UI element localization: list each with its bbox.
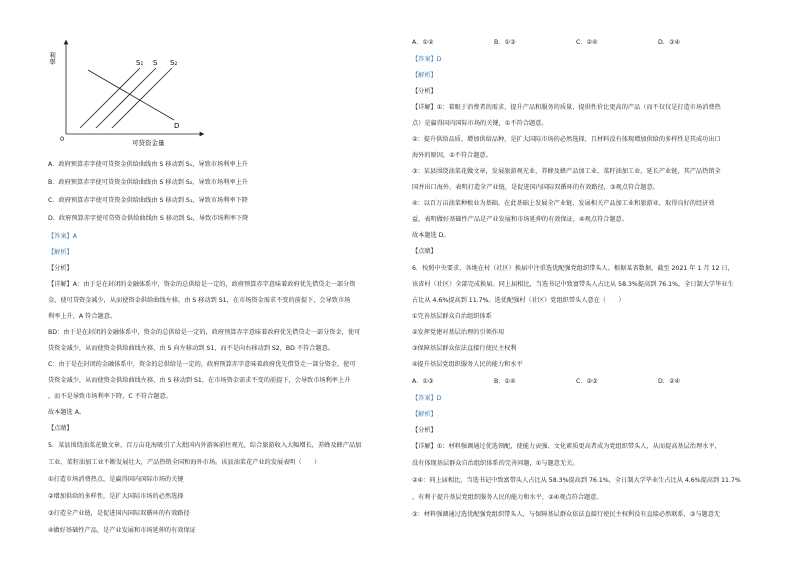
detail6-line: ②④：同上届相比，当选书记中致富带头人占比从 58.3%提高到 76.1%，全日制大学毕业生占比从 4.6%提高到 11.7% xyxy=(412,477,741,484)
q5-option-c: C．②④ xyxy=(576,39,598,46)
q5-statement: ③打造全产业链，是促进国内国际双循环的有效路径 xyxy=(48,510,190,517)
detail-line: 【详解】A：由于是在封闭的金融体系中，资金的总供给是一定的，政府预算赤字意味着政府优先借贷走一部分资 xyxy=(48,281,356,288)
q6-option-c: C．②③ xyxy=(576,378,598,385)
q5-option-a: A．①② xyxy=(412,39,434,46)
q6-line: 该省村（社区）全部完成换届。同上届相比，当选书记中致富带头人占比从 58.3%提高到 76.1%，全日制大学毕业生 xyxy=(412,281,734,288)
option-d: D．政府预算赤字使可贷资金供给曲线由 S 移动到 S₂，导致市场利率下降 xyxy=(48,215,249,222)
option-b: B．政府预算赤字使可贷资金供给曲线由 S 移动到 S₂，导致市场利率上升 xyxy=(48,179,248,186)
q5-option-b: B．①③ xyxy=(494,39,516,46)
supply-demand-chart xyxy=(48,38,212,148)
q6-option-d: D．②④ xyxy=(658,378,681,385)
q6-statement: ②发挥党建对基层治理的引领作用 xyxy=(412,329,505,336)
detail5-line: ②：提升供给品质、增加供给品种，是扩大国际市场的必然选择，且材料没有体现增加供给的多样性是其成功出口 xyxy=(412,136,721,143)
jiexi6-label: 【解析】 xyxy=(412,411,437,418)
fenxi5-label: 【分析】 xyxy=(412,88,437,95)
detail5-line: 故本题选 D。 xyxy=(412,232,450,239)
series-s1 xyxy=(80,68,140,128)
answer5-label: 【答案】D xyxy=(412,56,442,63)
q6-statement: ④提升基层党组织服务人民的能力和水平 xyxy=(412,361,523,368)
q5-statement: ④做好基础性产品，是产业发展和市场延伸的有效保证 xyxy=(48,527,196,534)
answer6-label: 【答案】D xyxy=(412,395,442,402)
dianjing-label: 【点睛】 xyxy=(48,425,73,432)
q5-line: 工业、菜籽油加工业不断发展壮大，产品热销全国和海外市场。该县油菜花产业的发展表明（ ） xyxy=(48,459,321,466)
detail5-line: ③：某县围绕油菜花做文章，发展旅游观光业，养蜂及蜂产品加工业、菜籽油加工业，延长产业链，其产品热销全 xyxy=(412,168,721,175)
detail5-line: 国并出口海外，表明打造全产业链，是促进国内国际双循环的有效路径，③观点符合题意。 xyxy=(412,184,659,191)
detail5-line: 益，表明做好基础性产品是产业发展和市场延伸的有效保证，④观点符合题意。 xyxy=(412,216,628,223)
q5-line: 5．某县围绕油菜花做文章，百万亩花海吸引了大批国内外游客前往观光，综合旅游收入大幅增长，养蜂及蜂产品加 xyxy=(48,442,362,449)
q6-line: 6．按照中央要求，各地在村（社区）换届中注重选优配强党组织带头人。根据某省数据，截至 2021 年 1 月 12 日， xyxy=(412,265,734,272)
label-s: S xyxy=(153,59,158,67)
detail-line: 金，使可贷资金减少，从而使资金供给曲线左移，由 S 移动到 S1，在市场资金需求不变的前提下，会导致市场 xyxy=(48,297,351,304)
detail5-line: 【详解】①：着眼于消费者的需求，提升产品和服务的质量，提供性价比更高的产品（而不仅仅是打造市场消费热 xyxy=(412,104,721,111)
label-d: D xyxy=(174,122,180,130)
fenxi-label: 【分析】 xyxy=(48,265,73,272)
detail-line: BD：由于是在封闭的金融体系中，资金的总供给是一定的，政府预算赤字意味着政府优先借贷走一部分资金，使可 xyxy=(48,329,361,336)
q6-line: 占比从 4.6%提高到 11.7%。选优配强村（社区）党组织带头人意在（ ） xyxy=(412,297,625,304)
option-a: A．政府预算赤字使可贷资金供给曲线由 S 移动到 S₁，导致市场利率上升 xyxy=(48,161,248,168)
detail5-line: 点）是赢得国内国际市场的关键，①不符合题意。 xyxy=(412,120,548,127)
detail5-line: 海外的原因，②不符合题意。 xyxy=(412,152,492,159)
option-c: C．政府预算赤字使可贷资金供给曲线由 S 移动到 S₁，导致市场利率下降 xyxy=(48,197,248,204)
y-axis-label: 利率 xyxy=(48,52,56,65)
fenxi6-label: 【分析】 xyxy=(412,427,437,434)
detail-line: 贷资金减少，从而使资金供给曲线左移，由 S 向左移动到 S1，而不是向右移动到 S2，BD 不符合题意。 xyxy=(48,345,334,352)
q5-option-d: D．③④ xyxy=(658,39,681,46)
q6-option-a: A．①③ xyxy=(412,378,434,385)
detail5-line: ④：以百万亩油菜种植业为基础，在此基础上发展全产业链，发展相关产品加工业和旅游业，取得良好的经济效 xyxy=(412,200,715,207)
detail6-line: ，有利于提升基层党组织服务人民的能力和水平，②④观点符合题意。 xyxy=(412,494,603,501)
q5-statement: ①打造市场消费热点，是赢得国内国际市场的关键 xyxy=(48,476,184,483)
q6-statement: ①完善基层群众自治组织体系 xyxy=(412,313,492,320)
q6-option-b: B．①④ xyxy=(494,378,516,385)
answer-label: 【答案】A xyxy=(48,233,77,240)
q6-statement: ③保障基层群众依法直接行使民主权利 xyxy=(412,345,517,352)
jiexi-label: 【解析】 xyxy=(48,249,73,256)
x-axis-label: 可贷资金量 xyxy=(132,139,165,147)
label-s1: S₁ xyxy=(136,59,144,67)
series-s xyxy=(96,68,156,128)
detail-line: 利率上升，A 符合题意。 xyxy=(48,313,117,320)
detail6-line: 【详解】①：材料强调通过优选领配，使能力贡强、文化素质更高者成为党组织带头人，从而提高基层治理水平， xyxy=(412,443,721,450)
detail6-line: 没有体现基层群众自治组织体系的完善问题，①与题意无关。 xyxy=(412,460,579,467)
detail-line: ，而不是导致市场利率下降，C 不符合题意。 xyxy=(48,393,172,400)
dianjing5-label: 【点睛】 xyxy=(412,248,437,255)
label-s2: S₂ xyxy=(170,59,178,67)
detail-line: C：由于是在封闭的金融体系中，资金的总供给是一定的，政府预算赤字意味着政府优先借贷走一部分资金，使可 xyxy=(48,361,356,368)
q5-statement: ②增加供给的多样性，是扩大国际市场的必然选择 xyxy=(48,493,184,500)
series-s2 xyxy=(112,68,172,128)
detail6-line: ③：材料强调通过选优配强党组织带头人，与保障基层群众依法直接行使民主权利没有直接必然联系，③与题意无 xyxy=(412,511,721,518)
jiexi5-label: 【解析】 xyxy=(412,72,437,79)
detail-line: 故本题选 A。 xyxy=(48,409,86,416)
detail-line: 贷资金减少，从而使资金供给曲线左移，由 S 移动到 S1，在市场资金需求不变的前提下，会导致市场利率上升 xyxy=(48,377,351,384)
origin-label: 0 xyxy=(60,135,65,143)
